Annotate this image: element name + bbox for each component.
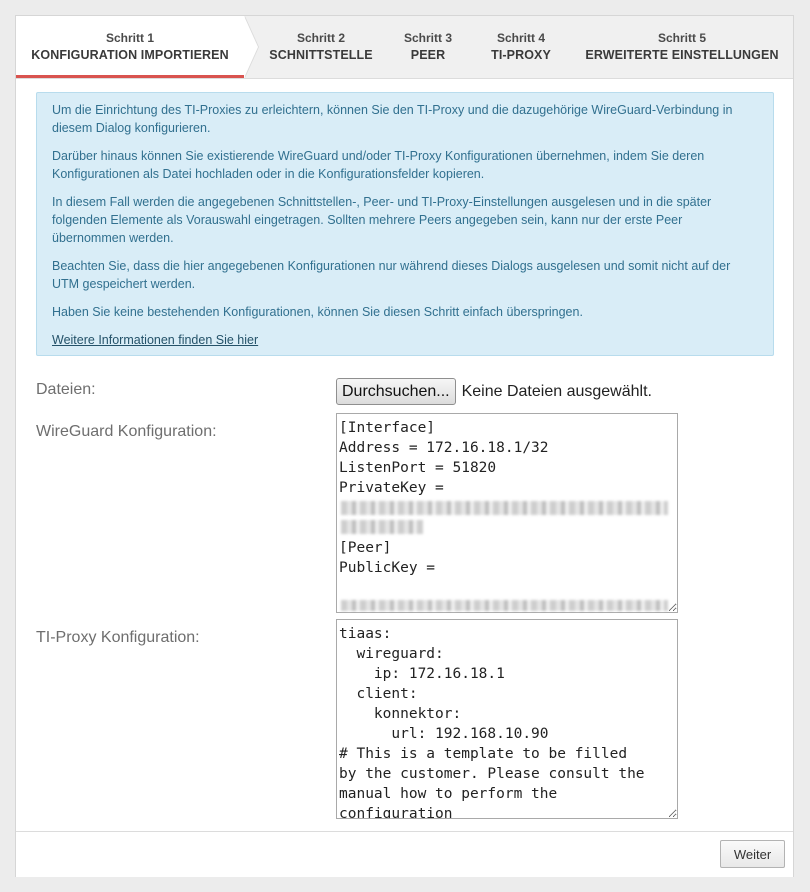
step-label: TI-PROXY [491, 48, 551, 62]
step-2-interface[interactable] [258, 16, 384, 78]
info-paragraph: Beachten Sie, dass die hier angegebenen Konfigurationen nur während dieses Dialogs ausgelesen und somit nicht auf der UTM gespeichert werden. [52, 259, 731, 291]
info-paragraph: In diesem Fall werden die angegebenen Schnittstellen-, Peer- und TI-Proxy-Einstellungen ausgelesen und in die später folgenden Elemente als Vorauswahl eingetragen. Sollten mehrere Peers angegeben sein, kann nur der erste Peer übernommen werden. [52, 195, 712, 245]
step-number: Schritt 4 [496, 31, 545, 45]
wizard-dialog [15, 15, 794, 877]
step-number: Schritt 1 [105, 31, 154, 45]
info-paragraph: Haben Sie keine bestehenden Konfigurationen, können Sie diesen Schritt einfach überspringen. [52, 305, 583, 319]
file-status: Keine Dateien ausgewählt. [461, 382, 652, 400]
tiproxy-config-textarea[interactable] [336, 619, 678, 819]
step-label: KONFIGURATION IMPORTIEREN [31, 48, 229, 62]
files-label: Dateien: [36, 381, 96, 398]
file-upload [336, 378, 652, 405]
step-label: SCHNITTSTELLE [269, 48, 373, 62]
browse-button[interactable]: Durchsuchen... [336, 378, 456, 405]
wireguard-label: WireGuard Konfiguration: [36, 423, 217, 440]
step-number: Schritt 5 [657, 31, 706, 45]
redacted-public-key [341, 600, 668, 611]
step-arrow [244, 16, 258, 78]
step-4-tiproxy[interactable] [482, 16, 560, 78]
redacted-private-key [341, 520, 423, 534]
step-number: Schritt 3 [403, 31, 452, 45]
step-3-peer[interactable] [394, 16, 462, 78]
step-number: Schritt 2 [296, 31, 345, 45]
dialog-footer [16, 831, 793, 877]
more-info-link[interactable]: Weitere Informationen finden Sie hier [52, 333, 259, 347]
step-label: ERWEITERTE EINSTELLUNGEN [585, 48, 779, 62]
wizard-steps [16, 16, 793, 79]
active-step-indicator [16, 75, 244, 78]
step-5-advanced[interactable] [584, 16, 780, 78]
tiproxy-label: TI-Proxy Konfiguration: [36, 629, 200, 646]
info-paragraph: Um die Einrichtung des TI-Proxies zu erleichtern, können Sie den TI-Proxy und die dazugehörige WireGuard-Verbindung in diesem Dialog konfigurieren. [52, 103, 733, 135]
redacted-private-key [341, 501, 668, 515]
info-paragraph: Darüber hinaus können Sie existierende WireGuard und/oder TI-Proxy Konfigurationen übernehmen, indem Sie deren Konfigurationen als Datei hochladen oder in die Konfigurationsfelder kopieren. [52, 149, 705, 181]
next-button[interactable]: Weiter [720, 840, 785, 868]
step-1-import[interactable] [16, 16, 244, 78]
info-box [36, 92, 774, 356]
step-label: PEER [410, 48, 446, 62]
